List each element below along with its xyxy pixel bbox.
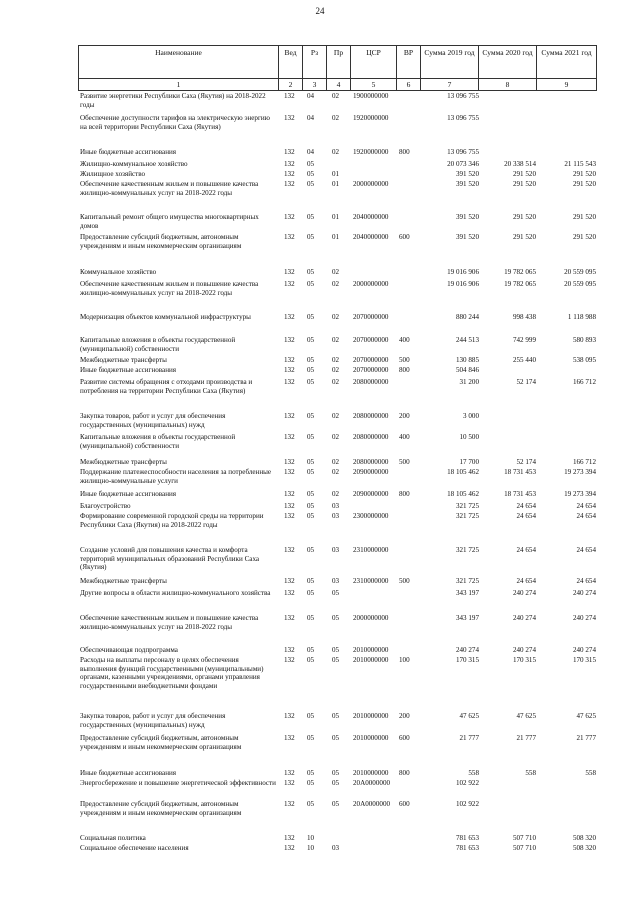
cell-pr: 02 <box>332 148 340 156</box>
cell-name: Развитие системы обращения с отходами производства и потребления на территории Республики Саха (Якутия) <box>80 378 253 395</box>
cell-pr: 05 <box>332 800 340 808</box>
cell-s19: 781 653 <box>455 834 479 842</box>
cell-csr: 2010000000 <box>353 734 389 742</box>
cell-ved: 132 <box>284 92 295 100</box>
cell-name: Расходы на выплаты персоналу в целях обеспечения выполнения функций государственными (муниципальными) органами, казенными учреждениями, органами управления государственными внебюджетными фондами <box>80 656 264 690</box>
cell-name: Предоставление субсидий бюджетным, автономным учреждениям и иным некоммерческим организациям <box>80 734 242 751</box>
cell-ved: 132 <box>284 834 295 842</box>
cell-vr: 800 <box>399 148 410 156</box>
cell-rz: 04 <box>307 114 315 122</box>
cell-ved: 132 <box>284 502 295 510</box>
cell-s21: 24 654 <box>576 546 596 554</box>
cell-csr: 2010000000 <box>353 769 389 777</box>
cell-ved: 132 <box>284 656 295 664</box>
cell-pr: 02 <box>332 468 340 476</box>
cell-s21: 24 654 <box>576 512 596 520</box>
cell-vr: 400 <box>399 336 410 344</box>
cell-rz: 05 <box>307 512 315 520</box>
cell-s21: 166 712 <box>572 378 596 386</box>
cell-ved: 132 <box>284 734 295 742</box>
cell-s21: 24 654 <box>576 577 596 585</box>
cell-s19: 244 513 <box>455 336 479 344</box>
cell-s20: 507 710 <box>512 834 536 842</box>
cell-rz: 05 <box>307 336 315 344</box>
cell-rz: 05 <box>307 378 315 386</box>
cell-s19: 321 725 <box>455 546 479 554</box>
cell-s20: 170 315 <box>512 656 536 664</box>
cell-s21: 508 320 <box>572 844 596 852</box>
cell-ved: 132 <box>284 589 295 597</box>
cell-name: Межбюджетные трансферты <box>80 356 167 364</box>
cell-rz: 05 <box>307 366 315 374</box>
cell-csr: 2080000000 <box>353 433 389 441</box>
cell-ved: 132 <box>284 378 295 386</box>
cell-csr: 2040000000 <box>353 233 389 241</box>
header-sum-2021: Сумма 2021 год <box>537 46 597 79</box>
cell-s21: 580 893 <box>572 336 596 344</box>
cell-s19: 781 653 <box>455 844 479 852</box>
header-num-2: 2 <box>279 79 303 91</box>
cell-rz: 10 <box>307 844 315 852</box>
cell-csr: 1920000000 <box>353 114 389 122</box>
cell-s20: 52 174 <box>516 378 536 386</box>
cell-name: Жилищно-коммунальное хозяйство <box>80 160 188 168</box>
cell-csr: 1920000000 <box>353 148 389 156</box>
cell-s19: 558 <box>468 769 479 777</box>
cell-name: Закупка товаров, работ и услуг для обеспечения государственных (муниципальных) нужд <box>80 712 226 729</box>
cell-ved: 132 <box>284 160 295 168</box>
cell-s20: 240 274 <box>512 646 536 654</box>
cell-csr: 2090000000 <box>353 468 389 476</box>
cell-s21: 24 654 <box>576 502 596 510</box>
cell-csr: 20A0000000 <box>353 779 391 787</box>
cell-ved: 132 <box>284 844 295 852</box>
cell-pr: 01 <box>332 170 340 178</box>
header-num-6: 6 <box>397 79 421 91</box>
cell-pr: 02 <box>332 378 340 386</box>
cell-s20: 18 731 453 <box>504 490 536 498</box>
cell-s21: 20 559 095 <box>564 280 596 288</box>
cell-csr: 2090000000 <box>353 490 389 498</box>
cell-pr: 01 <box>332 213 340 221</box>
cell-s20: 291 520 <box>512 213 536 221</box>
cell-pr: 03 <box>332 512 340 520</box>
header-ved: Вед <box>279 46 303 79</box>
cell-csr: 2070000000 <box>353 336 389 344</box>
cell-s19: 504 846 <box>455 366 479 374</box>
cell-name: Межбюджетные трансферты <box>80 577 167 585</box>
cell-s19: 391 520 <box>455 180 479 188</box>
cell-s20: 998 438 <box>512 313 536 321</box>
cell-rz: 05 <box>307 769 315 777</box>
cell-ved: 132 <box>284 546 295 554</box>
cell-s19: 31 200 <box>459 378 479 386</box>
page-number: 24 <box>315 6 325 16</box>
cell-s20: 52 174 <box>516 458 536 466</box>
cell-name: Социальное обеспечение населения <box>80 844 189 852</box>
cell-s20: 291 520 <box>512 233 536 241</box>
cell-ved: 132 <box>284 769 295 777</box>
cell-s20: 255 440 <box>512 356 536 364</box>
cell-name: Закупка товаров, работ и услуг для обеспечения государственных (муниципальных) нужд <box>80 412 226 429</box>
cell-rz: 05 <box>307 233 315 241</box>
cell-name: Иные бюджетные ассигнования <box>80 366 177 374</box>
cell-s19: 19 016 906 <box>447 268 479 276</box>
cell-pr: 02 <box>332 268 340 276</box>
cell-name: Формирование современной городской среды на территории Республики Саха (Якутия) на 2018-2022 годы <box>80 512 264 529</box>
cell-rz: 05 <box>307 502 315 510</box>
cell-rz: 05 <box>307 356 315 364</box>
cell-name: Развитие энергетики Республики Саха (Якутия) на 2018-2022 годы <box>80 92 266 109</box>
cell-s20: 24 654 <box>516 546 536 554</box>
cell-s20: 21 777 <box>516 734 536 742</box>
cell-rz: 05 <box>307 646 315 654</box>
cell-rz: 05 <box>307 800 315 808</box>
cell-s21: 19 273 394 <box>564 490 596 498</box>
cell-vr: 800 <box>399 490 410 498</box>
cell-pr: 02 <box>332 433 340 441</box>
cell-rz: 05 <box>307 468 315 476</box>
cell-pr: 05 <box>332 646 340 654</box>
cell-csr: 2070000000 <box>353 313 389 321</box>
cell-ved: 132 <box>284 433 295 441</box>
cell-csr: 2310000000 <box>353 577 389 585</box>
cell-s19: 47 625 <box>459 712 479 720</box>
cell-rz: 10 <box>307 834 315 842</box>
cell-s20: 20 338 514 <box>504 160 536 168</box>
cell-ved: 132 <box>284 280 295 288</box>
cell-rz: 05 <box>307 614 315 622</box>
cell-rz: 05 <box>307 656 315 664</box>
cell-s20: 507 710 <box>512 844 536 852</box>
cell-csr: 1900000000 <box>353 92 389 100</box>
cell-pr: 05 <box>332 779 340 787</box>
cell-rz: 05 <box>307 490 315 498</box>
cell-ved: 132 <box>284 490 295 498</box>
cell-name: Капитальный ремонт общего имущества многоквартирных домов <box>80 213 259 230</box>
cell-ved: 132 <box>284 468 295 476</box>
cell-ved: 132 <box>284 646 295 654</box>
cell-ved: 132 <box>284 180 295 188</box>
cell-ved: 132 <box>284 577 295 585</box>
header-num-5: 5 <box>351 79 397 91</box>
cell-ved: 132 <box>284 356 295 364</box>
cell-pr: 05 <box>332 656 340 664</box>
cell-pr: 02 <box>332 280 340 288</box>
cell-s20: 291 520 <box>512 170 536 178</box>
cell-s21: 240 274 <box>572 589 596 597</box>
cell-s21: 21 115 543 <box>564 160 596 168</box>
cell-pr: 03 <box>332 844 340 852</box>
cell-s21: 47 625 <box>576 712 596 720</box>
cell-s21: 291 520 <box>572 170 596 178</box>
cell-csr: 2000000000 <box>353 180 389 188</box>
cell-name: Обеспечение доступности тарифов на электрическую энергию на всей территории Республики Саха (Якутия) <box>80 114 270 131</box>
cell-pr: 05 <box>332 769 340 777</box>
cell-s21: 291 520 <box>572 233 596 241</box>
cell-name: Коммунальное хозяйство <box>80 268 157 276</box>
cell-csr: 2080000000 <box>353 412 389 420</box>
cell-name: Обеспечение качественным жильем и повышение качества жилищно-коммунальных услуг на 2018-2022 годы <box>80 180 259 197</box>
cell-s20: 47 625 <box>516 712 536 720</box>
header-num-7: 7 <box>421 79 479 91</box>
cell-vr: 200 <box>399 712 410 720</box>
cell-rz: 05 <box>307 458 315 466</box>
cell-ved: 132 <box>284 614 295 622</box>
cell-pr: 02 <box>332 114 340 122</box>
cell-s19: 13 096 755 <box>447 92 479 100</box>
cell-pr: 02 <box>332 313 340 321</box>
cell-s19: 130 885 <box>455 356 479 364</box>
cell-ved: 132 <box>284 336 295 344</box>
cell-s19: 170 315 <box>455 656 479 664</box>
cell-vr: 500 <box>399 458 410 466</box>
cell-s19: 321 725 <box>455 577 479 585</box>
cell-csr: 2010000000 <box>353 712 389 720</box>
cell-s21: 166 712 <box>572 458 596 466</box>
cell-rz: 05 <box>307 779 315 787</box>
cell-name: Жилищное хозяйство <box>80 170 146 178</box>
cell-vr: 800 <box>399 769 410 777</box>
cell-s21: 240 274 <box>572 614 596 622</box>
cell-pr: 02 <box>332 356 340 364</box>
cell-rz: 05 <box>307 433 315 441</box>
cell-s21: 558 <box>585 769 596 777</box>
cell-pr: 03 <box>332 577 340 585</box>
header-num-9: 9 <box>537 79 597 91</box>
cell-csr: 2310000000 <box>353 546 389 554</box>
cell-s20: 19 782 065 <box>504 280 536 288</box>
cell-s19: 391 520 <box>455 233 479 241</box>
header-sum-2020: Сумма 2020 год <box>479 46 537 79</box>
cell-s21: 20 559 095 <box>564 268 596 276</box>
header-rz: Рз <box>303 46 327 79</box>
cell-ved: 132 <box>284 800 295 808</box>
cell-s19: 3 000 <box>463 412 479 420</box>
cell-ved: 132 <box>284 268 295 276</box>
cell-s20: 19 782 065 <box>504 268 536 276</box>
cell-s20: 24 654 <box>516 512 536 520</box>
cell-ved: 132 <box>284 233 295 241</box>
cell-rz: 05 <box>307 268 315 276</box>
header-num-3: 3 <box>303 79 327 91</box>
cell-s21: 291 520 <box>572 213 596 221</box>
cell-s19: 391 520 <box>455 213 479 221</box>
cell-name: Предоставление субсидий бюджетным, автономным учреждениям и иным некоммерческим организациям <box>80 800 242 817</box>
cell-rz: 05 <box>307 412 315 420</box>
cell-s21: 170 315 <box>572 656 596 664</box>
cell-csr: 20A0000000 <box>353 800 391 808</box>
cell-s19: 13 096 755 <box>447 148 479 156</box>
header-csr: ЦСР <box>351 46 397 79</box>
cell-s21: 19 273 394 <box>564 468 596 476</box>
cell-pr: 02 <box>332 412 340 420</box>
cell-pr: 05 <box>332 589 340 597</box>
cell-csr: 2010000000 <box>353 646 389 654</box>
cell-s19: 10 500 <box>459 433 479 441</box>
cell-name: Капитальные вложения в объекты государственной (муниципальной) собственности <box>80 433 236 450</box>
cell-vr: 600 <box>399 800 410 808</box>
cell-s20: 558 <box>525 769 536 777</box>
cell-csr: 2300000000 <box>353 512 389 520</box>
cell-rz: 05 <box>307 280 315 288</box>
cell-s19: 21 777 <box>459 734 479 742</box>
header-num-4: 4 <box>327 79 351 91</box>
cell-s19: 240 274 <box>455 646 479 654</box>
cell-pr: 02 <box>332 490 340 498</box>
table-header <box>78 45 597 91</box>
cell-name: Модернизация объектов коммунальной инфраструктуры <box>80 313 251 321</box>
cell-s21: 538 095 <box>572 356 596 364</box>
cell-s19: 18 105 462 <box>447 468 479 476</box>
header-num-8: 8 <box>479 79 537 91</box>
cell-ved: 132 <box>284 366 295 374</box>
cell-vr: 200 <box>399 412 410 420</box>
cell-s19: 20 073 346 <box>447 160 479 168</box>
cell-ved: 132 <box>284 213 295 221</box>
cell-s20: 240 274 <box>512 614 536 622</box>
cell-name: Поддержание платежеспособности населения за потребленные жилищно-коммунальные услуги <box>80 468 272 485</box>
cell-s19: 880 244 <box>455 313 479 321</box>
cell-ved: 132 <box>284 114 295 122</box>
header-num-1: 1 <box>79 79 279 91</box>
cell-pr: 02 <box>332 458 340 466</box>
cell-ved: 132 <box>284 412 295 420</box>
cell-name: Иные бюджетные ассигнования <box>80 490 177 498</box>
cell-name: Капитальные вложения в объекты государственной (муниципальной) собственности <box>80 336 236 353</box>
cell-vr: 600 <box>399 233 410 241</box>
cell-name: Предоставление субсидий бюджетным, автономным учреждениям и иным некоммерческим организациям <box>80 233 242 250</box>
cell-ved: 132 <box>284 148 295 156</box>
cell-rz: 05 <box>307 180 315 188</box>
cell-s19: 102 922 <box>455 800 479 808</box>
cell-s19: 343 197 <box>455 614 479 622</box>
header-vr: ВР <box>397 46 421 79</box>
cell-s21: 291 520 <box>572 180 596 188</box>
cell-rz: 05 <box>307 546 315 554</box>
cell-vr: 400 <box>399 433 410 441</box>
cell-s20: 24 654 <box>516 577 536 585</box>
cell-ved: 132 <box>284 458 295 466</box>
cell-name: Благоустройство <box>80 502 131 510</box>
cell-csr: 2080000000 <box>353 378 389 386</box>
cell-s19: 321 725 <box>455 502 479 510</box>
cell-pr: 05 <box>332 734 340 742</box>
cell-pr: 01 <box>332 180 340 188</box>
cell-name: Другие вопросы в области жилищно-коммунального хозяйства <box>80 589 271 597</box>
header-sum-2019: Сумма 2019 год <box>421 46 479 79</box>
cell-s19: 391 520 <box>455 170 479 178</box>
cell-rz: 05 <box>307 170 315 178</box>
cell-rz: 05 <box>307 734 315 742</box>
cell-csr: 2070000000 <box>353 356 389 364</box>
cell-pr: 03 <box>332 546 340 554</box>
cell-vr: 500 <box>399 577 410 585</box>
cell-ved: 132 <box>284 779 295 787</box>
cell-s19: 19 016 906 <box>447 280 479 288</box>
cell-name: Иные бюджетные ассигнования <box>80 769 177 777</box>
cell-csr: 2080000000 <box>353 458 389 466</box>
cell-pr: 02 <box>332 336 340 344</box>
cell-ved: 132 <box>284 512 295 520</box>
cell-vr: 600 <box>399 734 410 742</box>
cell-pr: 01 <box>332 233 340 241</box>
cell-name: Создание условий для повышения качества и комфорта территорий муниципальных образований Республики Саха (Якутия) <box>80 546 260 572</box>
cell-rz: 05 <box>307 213 315 221</box>
cell-name: Межбюджетные трансферты <box>80 458 167 466</box>
cell-s19: 102 922 <box>455 779 479 787</box>
cell-vr: 500 <box>399 356 410 364</box>
cell-pr: 05 <box>332 712 340 720</box>
cell-csr: 2070000000 <box>353 366 389 374</box>
cell-pr: 02 <box>332 366 340 374</box>
header-name: Наименование <box>79 46 279 79</box>
cell-pr: 03 <box>332 502 340 510</box>
cell-name: Иные бюджетные ассигнования <box>80 148 177 156</box>
cell-rz: 04 <box>307 148 315 156</box>
cell-ved: 132 <box>284 170 295 178</box>
cell-rz: 05 <box>307 160 315 168</box>
cell-ved: 132 <box>284 313 295 321</box>
cell-name: Обеспечивающая подпрограмма <box>80 646 178 654</box>
cell-s20: 742 999 <box>512 336 536 344</box>
cell-csr: 2000000000 <box>353 280 389 288</box>
cell-name: Обеспечение качественным жильем и повышение качества жилищно-коммунальных услуг на 2018-2022 годы <box>80 280 259 297</box>
cell-rz: 05 <box>307 712 315 720</box>
cell-s21: 508 320 <box>572 834 596 842</box>
cell-name: Социальная политика <box>80 834 146 842</box>
cell-name: Обеспечение качественным жильем и повышение качества жилищно-коммунальных услуг на 2018-2022 годы <box>80 614 259 631</box>
cell-pr: 02 <box>332 92 340 100</box>
cell-s20: 291 520 <box>512 180 536 188</box>
cell-csr: 2000000000 <box>353 614 389 622</box>
cell-rz: 05 <box>307 589 315 597</box>
cell-name: Энергосбережение и повышение энергетической эффективности <box>80 779 276 787</box>
cell-vr: 800 <box>399 366 410 374</box>
cell-s21: 1 118 988 <box>567 313 596 321</box>
cell-s20: 240 274 <box>512 589 536 597</box>
cell-pr: 05 <box>332 614 340 622</box>
cell-s19: 13 096 755 <box>447 114 479 122</box>
cell-ved: 132 <box>284 712 295 720</box>
header-pr: Пр <box>327 46 351 79</box>
cell-vr: 100 <box>399 656 410 664</box>
cell-rz: 04 <box>307 92 315 100</box>
cell-s19: 321 725 <box>455 512 479 520</box>
cell-rz: 05 <box>307 313 315 321</box>
cell-csr: 2040000000 <box>353 213 389 221</box>
cell-csr: 2010000000 <box>353 656 389 664</box>
cell-s21: 21 777 <box>576 734 596 742</box>
cell-s21: 240 274 <box>572 646 596 654</box>
cell-s19: 17 700 <box>459 458 479 466</box>
cell-s20: 18 731 453 <box>504 468 536 476</box>
cell-s19: 343 197 <box>455 589 479 597</box>
cell-s19: 18 105 462 <box>447 490 479 498</box>
cell-rz: 05 <box>307 577 315 585</box>
cell-s20: 24 654 <box>516 502 536 510</box>
